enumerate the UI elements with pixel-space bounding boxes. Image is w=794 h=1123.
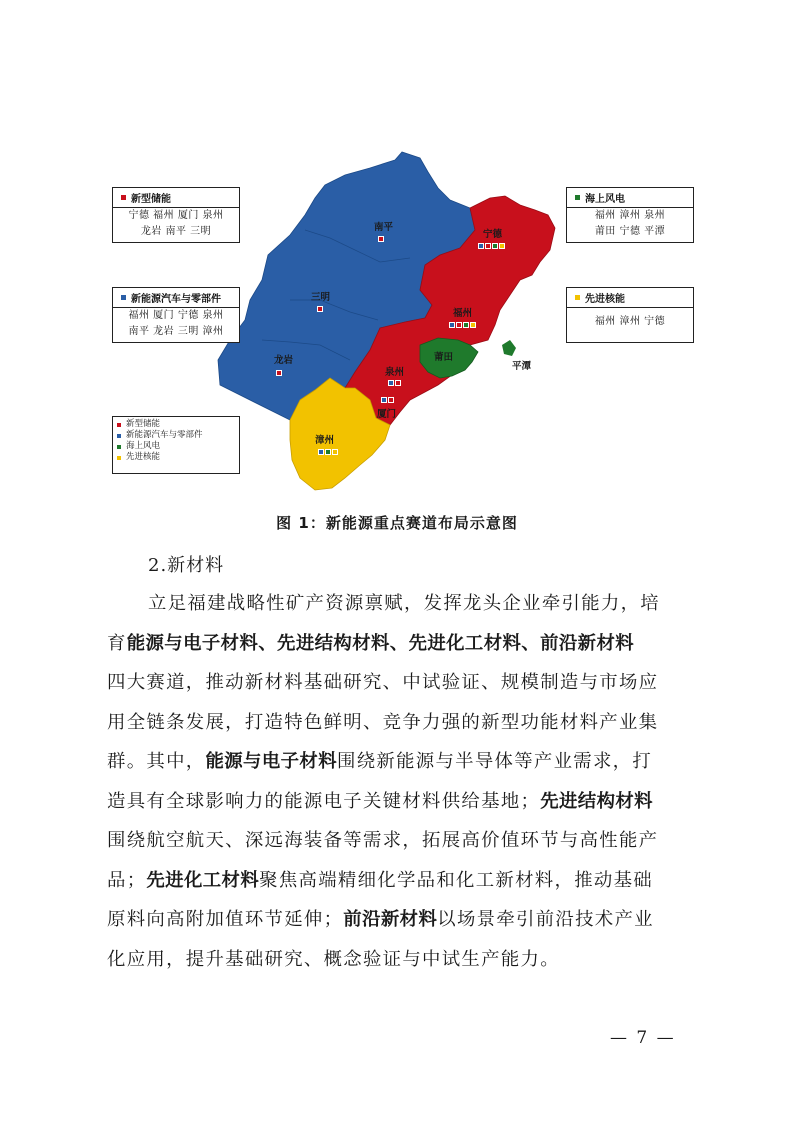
para-line-7: 围绕航空航天、深远海装备等需求，拓展高价值环节与高性能产 (107, 830, 659, 851)
city-label-xiamen: 厦门 (377, 409, 397, 420)
box-new-energy-storage (112, 187, 240, 243)
box-nuclear-title: 先进核能 (585, 294, 625, 305)
para-bold: 能源与电子材料、先进结构材料、先进化工材料、前沿新材料 (126, 632, 635, 654)
para-text: 造具有全球影响力的能源电子关键材料供给基地； (107, 790, 541, 812)
marker-nev-quanzhou (388, 380, 394, 386)
map-legend (112, 416, 240, 474)
marker-storage-sanming (317, 306, 323, 312)
nuclear-color-swatch (575, 295, 580, 300)
marker-storage-ningde (485, 243, 491, 249)
para-line-1: 立足福建战略性矿产资源禀赋，发挥龙头企业牵引能力，培 (148, 593, 660, 614)
box-nev-line-2: 南平 龙岩 三明 漳州 (128, 326, 224, 337)
fujian-map (210, 150, 570, 495)
legend-label-nev: 新能源汽车与零部件 (126, 430, 203, 440)
box-nev (112, 287, 240, 343)
para-text: 围绕新能源与半导体等产业需求，打 (337, 751, 653, 772)
map-pingtan-island (502, 340, 516, 356)
section-heading: 2.新材料 (148, 555, 225, 576)
city-label-zhangzhou: 漳州 (315, 435, 335, 446)
marker-nuclear-fuzhou (470, 322, 476, 328)
city-label-longyan: 龙岩 (274, 355, 294, 366)
legend-item-wind (117, 441, 235, 452)
city-label-nanping: 南平 (374, 222, 394, 233)
marker-storage-longyan (276, 370, 282, 376)
marker-nev-xiamen (381, 397, 387, 403)
para-bold: 先进化工材料 (146, 869, 260, 891)
city-label-quanzhou: 泉州 (385, 367, 405, 378)
legend-swatch-nev (117, 434, 121, 438)
marker-storage-xiamen (388, 397, 394, 403)
marker-wind-fuzhou (463, 322, 469, 328)
box-nev-line-1: 福州 厦门 宁德 泉州 (128, 310, 224, 321)
box-nev-title: 新能源汽车与零部件 (131, 294, 221, 305)
marker-storage-fuzhou (456, 322, 462, 328)
marker-storage-nanping (378, 236, 384, 242)
box-wind-title: 海上风电 (585, 194, 625, 205)
para-line-6 (107, 782, 701, 822)
para-line-10: 化应用，提升基础研究、概念验证与中试生产能力。 (107, 948, 560, 970)
legend-item-storage (117, 419, 235, 430)
marker-nev-fuzhou (449, 322, 455, 328)
para-text: 以场景牵引前沿技术产业 (437, 909, 654, 930)
nev-color-swatch (121, 295, 126, 300)
box-storage-title: 新型储能 (131, 194, 171, 205)
box-nuclear-line-1: 福州 漳州 宁德 (594, 316, 666, 327)
marker-wind-ningde (492, 243, 498, 249)
page-number: — 7 — (610, 1028, 676, 1048)
marker-wind-zhangzhou (325, 449, 331, 455)
city-label-fuzhou: 福州 (453, 308, 473, 319)
legend-item-nev (117, 430, 235, 441)
legend-swatch-wind (117, 445, 121, 449)
figure-caption: 图 1：新能源重点赛道布局示意图 (276, 514, 518, 532)
para-line-8 (107, 861, 701, 901)
legend-swatch-storage (117, 423, 121, 427)
city-label-sanming: 三明 (311, 292, 331, 303)
para-line-3: 四大赛道，推动新材料基础研究、中试验证、规模制造与市场应 (107, 672, 659, 693)
para-text: 原料向高附加值环节延伸； (107, 909, 344, 930)
legend-swatch-nuclear (117, 456, 121, 460)
city-label-putian: 莆田 (434, 352, 454, 363)
para-text: 育 (107, 632, 127, 654)
para-line-5 (107, 742, 701, 782)
para-text: 群。其中， (107, 751, 206, 772)
marker-nuclear-zhangzhou (332, 449, 338, 455)
para-text: 品； (107, 869, 147, 891)
legend-label-nuclear: 先进核能 (126, 452, 161, 462)
legend-item-nuclear (117, 452, 235, 463)
para-line-4: 用全链条发展，打造特色鲜明、竞争力强的新型功能材料产业集 (107, 711, 659, 733)
marker-nuclear-ningde (499, 243, 505, 249)
box-wind-line-1: 福州 漳州 泉州 (594, 210, 666, 221)
para-bold: 能源与电子材料 (205, 751, 338, 772)
city-label-pingtan: 平潭 (512, 361, 532, 372)
para-line-2 (107, 624, 701, 664)
box-nuclear (566, 287, 694, 343)
body-paragraph (107, 584, 701, 979)
para-bold: 先进结构材料 (540, 790, 653, 812)
para-line-9 (107, 900, 701, 940)
city-label-ningde: 宁德 (483, 229, 503, 240)
marker-storage-quanzhou (395, 380, 401, 386)
para-bold: 前沿新材料 (343, 909, 438, 930)
box-offshore-wind (566, 187, 694, 243)
box-wind-line-2: 莆田 宁德 平潭 (594, 226, 666, 237)
marker-nev-zhangzhou (318, 449, 324, 455)
storage-color-swatch (121, 195, 126, 200)
legend-label-storage: 新型储能 (126, 419, 161, 429)
box-storage-line-2: 龙岩 南平 三明 (140, 226, 212, 237)
legend-label-wind: 海上风电 (126, 441, 161, 451)
marker-nev-ningde (478, 243, 484, 249)
para-text: 聚焦高端精细化学品和化工新材料，推动基础 (259, 869, 653, 891)
box-storage-line-1: 宁德 福州 厦门 泉州 (128, 210, 224, 221)
wind-color-swatch (575, 195, 580, 200)
